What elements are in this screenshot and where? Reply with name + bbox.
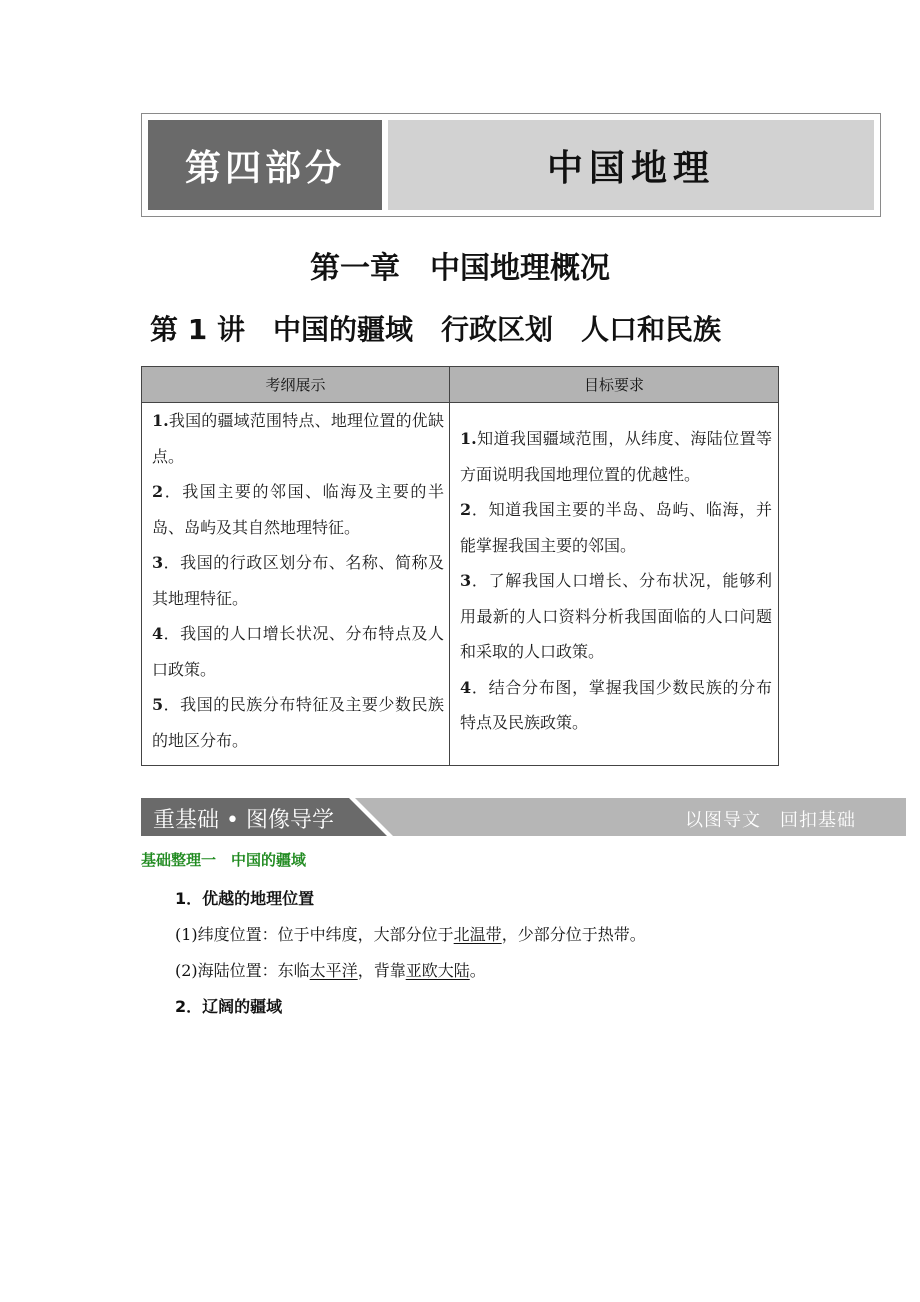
list-item bbox=[460, 670, 772, 741]
part-label-box bbox=[148, 120, 382, 210]
land-sea-line bbox=[175, 958, 486, 981]
item-number: 5 bbox=[152, 695, 164, 714]
syllabus-table bbox=[141, 366, 779, 766]
line-text: ，少部分位于热带。 bbox=[501, 925, 646, 944]
list-item bbox=[152, 474, 444, 545]
syllabus-right-column bbox=[460, 421, 772, 741]
item-text: 我国的疆域范围特点、地理位置的优缺点。 bbox=[152, 411, 444, 466]
item-number: 1 bbox=[175, 889, 187, 908]
syllabus-header-right: 目标要求 bbox=[450, 367, 778, 403]
item-number: 1. bbox=[460, 429, 477, 448]
list-item bbox=[152, 616, 444, 687]
item-text: ．结合分布图，掌握我国少数民族的分布特点及民族政策。 bbox=[460, 677, 772, 732]
item-text: ．我国主要的邻国、临海及主要的半岛、岛屿及其自然地理特征。 bbox=[152, 482, 444, 537]
item-text: ．了解我国人口增长、分布状况，能够利用最新的人口资料分析我国面临的人口问题和采取的人口政策。 bbox=[460, 571, 772, 661]
list-item bbox=[152, 545, 444, 616]
section-slogan: 以图导文 回扣基础 bbox=[685, 810, 856, 831]
line-text: ，背靠 bbox=[357, 961, 406, 980]
latitude-line bbox=[175, 922, 646, 945]
item-text: ．我国的人口增长状况、分布特点及人口政策。 bbox=[152, 624, 444, 679]
section-title: 重基础 • 图像导学 bbox=[153, 808, 334, 833]
list-item bbox=[152, 403, 444, 474]
item-text: ．我国的民族分布特征及主要少数民族的地区分布。 bbox=[152, 695, 444, 750]
item-number: 4 bbox=[460, 677, 472, 697]
item-title: ．辽阔的疆域 bbox=[186, 997, 283, 1016]
list-item bbox=[460, 492, 772, 563]
item-number: 2 bbox=[152, 482, 164, 501]
item-number: 3 bbox=[460, 571, 472, 590]
item-number: 4 bbox=[152, 624, 164, 643]
subject-label-box bbox=[388, 120, 874, 210]
part-label: 第四部分 bbox=[184, 147, 345, 189]
item-heading-2 bbox=[175, 994, 282, 1017]
item-number: 1. bbox=[152, 411, 169, 430]
line-text: (1)纬度位置：位于中纬度，大部分位于 bbox=[175, 925, 454, 944]
list-item bbox=[152, 687, 444, 758]
list-item bbox=[460, 421, 772, 492]
item-text: 知道我国疆域范围，从纬度、海陆位置等方面说明我国地理位置的优越性。 bbox=[460, 429, 772, 484]
item-number: 2 bbox=[175, 997, 187, 1016]
item-number: 2 bbox=[460, 500, 472, 519]
answer-blank: 北温带 bbox=[453, 925, 502, 944]
syllabus-left-column bbox=[152, 403, 444, 758]
line-text: (2)海陆位置：东临 bbox=[175, 961, 310, 980]
column-divider bbox=[449, 403, 450, 765]
sub-heading: 基础整理一 中国的疆域 bbox=[141, 851, 307, 869]
list-item bbox=[460, 563, 772, 670]
item-heading-1 bbox=[175, 886, 314, 909]
subject-label: 中国地理 bbox=[546, 147, 715, 189]
part-banner bbox=[141, 113, 881, 217]
line-text: 。 bbox=[469, 961, 486, 980]
section-banner bbox=[141, 798, 906, 836]
lecture-title: 第 1 讲 中国的疆域 行政区划 人口和民族 bbox=[150, 313, 721, 346]
item-number: 3 bbox=[152, 553, 164, 572]
answer-blank: 太平洋 bbox=[309, 961, 358, 980]
item-text: ．我国的行政区划分布、名称、简称及其地理特征。 bbox=[152, 553, 444, 608]
chapter-title: 第一章 中国地理概况 bbox=[310, 251, 610, 286]
answer-blank: 亚欧大陆 bbox=[405, 961, 470, 980]
item-title: ．优越的地理位置 bbox=[186, 889, 315, 908]
syllabus-header-left: 考纲展示 bbox=[142, 367, 450, 403]
item-text: ．知道我国主要的半岛、岛屿、临海，并能掌握我国主要的邻国。 bbox=[460, 500, 772, 555]
